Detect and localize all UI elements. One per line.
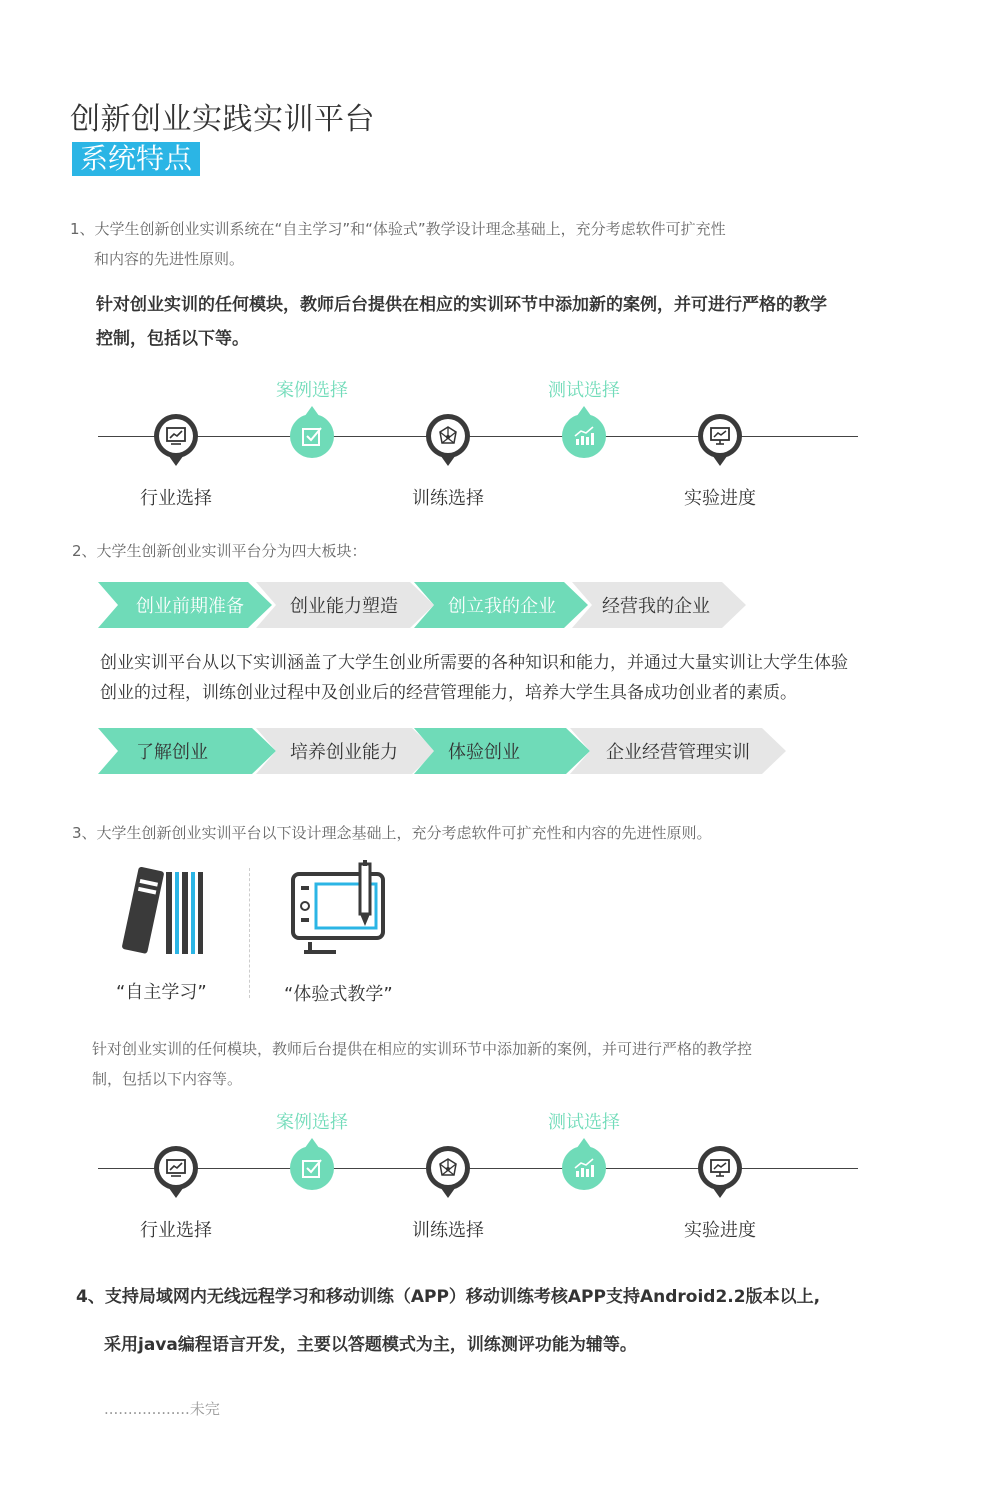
chart-icon[interactable] bbox=[154, 414, 198, 474]
timeline-label-progress: 实验进度 bbox=[684, 488, 756, 509]
module-chevron-1: 创业前期准备 bbox=[136, 596, 244, 617]
experiential-teaching-label: “体验式教学” bbox=[284, 984, 393, 1005]
section-subtitle-badge: 系统特点 bbox=[72, 142, 200, 176]
page-title: 创新创业实践实训平台 bbox=[70, 102, 375, 137]
section3-para-line1: 针对创业实训的任何模块，教师后台提供在相应的实训环节中添加新的案例，并可进行严格的教学控 bbox=[92, 1040, 753, 1058]
step-chevron-3: 体验创业 bbox=[448, 742, 520, 763]
section1-text-line2: 和内容的先进性原则。 bbox=[94, 250, 245, 268]
step-chevron-2: 培养创业能力 bbox=[290, 742, 398, 763]
icon-divider bbox=[249, 868, 250, 998]
unfinished-note: ..................未完 bbox=[104, 1400, 220, 1418]
timeline-label-progress: 实验进度 bbox=[684, 1220, 756, 1241]
section2-heading: 2、大学生创新创业实训平台分为四大板块： bbox=[72, 542, 367, 560]
timeline-label-training: 训练选择 bbox=[412, 488, 484, 509]
timeline-label-case: 案例选择 bbox=[276, 1112, 348, 1133]
growth-chart-icon[interactable] bbox=[562, 1146, 606, 1206]
network-icon[interactable] bbox=[426, 414, 470, 474]
module-chevrons bbox=[98, 582, 798, 628]
timeline-label-training: 训练选择 bbox=[412, 1220, 484, 1241]
timeline-line bbox=[98, 436, 858, 437]
timeline-label-case: 案例选择 bbox=[276, 380, 348, 401]
module-chevron-2: 创业能力塑造 bbox=[290, 596, 398, 617]
timeline-label-test: 测试选择 bbox=[548, 380, 620, 401]
timeline-bottom bbox=[98, 1108, 858, 1241]
checkbox-icon[interactable] bbox=[290, 414, 334, 474]
section2-para-line2: 创业的过程，训练创业过程中及创业后的经营管理能力，培养大学生具备成功创业者的素质。 bbox=[100, 683, 797, 703]
section1-bold-line2: 控制，包括以下等。 bbox=[96, 329, 249, 349]
section4-line1: 4、支持局域网内无线远程学习和移动训练（APP）移动训练考核APP支持Android2.2版本以上, bbox=[76, 1287, 821, 1307]
books-icon bbox=[120, 864, 206, 960]
network-icon[interactable] bbox=[426, 1146, 470, 1206]
section1-text-line1: 1、大学生创新创业实训系统在“自主学习”和“体验式”教学设计理念基础上，充分考虑软件可扩充性 bbox=[70, 220, 726, 238]
step-chevron-1: 了解创业 bbox=[136, 742, 208, 763]
tablet-pen-icon bbox=[290, 860, 390, 960]
module-chevron-4: 经营我的企业 bbox=[602, 596, 710, 617]
chart-icon[interactable] bbox=[154, 1146, 198, 1206]
section4-line2: 采用java编程语言开发，主要以答题模式为主，训练测评功能为辅等。 bbox=[104, 1335, 637, 1355]
timeline-label-test: 测试选择 bbox=[548, 1112, 620, 1133]
step-chevron-4: 企业经营管理实训 bbox=[606, 742, 750, 763]
step-chevrons bbox=[98, 728, 798, 774]
section3-heading: 3、大学生创新创业实训平台以下设计理念基础上，充分考虑软件可扩充性和内容的先进性原则。 bbox=[72, 824, 712, 842]
timeline-label-industry: 行业选择 bbox=[140, 1220, 212, 1241]
monitor-chart-icon[interactable] bbox=[698, 1146, 742, 1206]
timeline-label-industry: 行业选择 bbox=[140, 488, 212, 509]
checkbox-icon[interactable] bbox=[290, 1146, 334, 1206]
module-chevron-3: 创立我的企业 bbox=[448, 596, 556, 617]
section2-para-line1: 创业实训平台从以下实训涵盖了大学生创业所需要的各种知识和能力，并通过大量实训让大学生体验 bbox=[100, 653, 848, 673]
growth-chart-icon[interactable] bbox=[562, 414, 606, 474]
monitor-chart-icon[interactable] bbox=[698, 414, 742, 474]
section3-para-line2: 制，包括以下内容等。 bbox=[92, 1070, 243, 1088]
self-learning-label: “自主学习” bbox=[116, 982, 207, 1003]
section1-bold-line1: 针对创业实训的任何模块，教师后台提供在相应的实训环节中添加新的案例，并可进行严格的教学 bbox=[96, 295, 827, 315]
timeline-line bbox=[98, 1168, 858, 1169]
timeline-top bbox=[98, 376, 858, 509]
